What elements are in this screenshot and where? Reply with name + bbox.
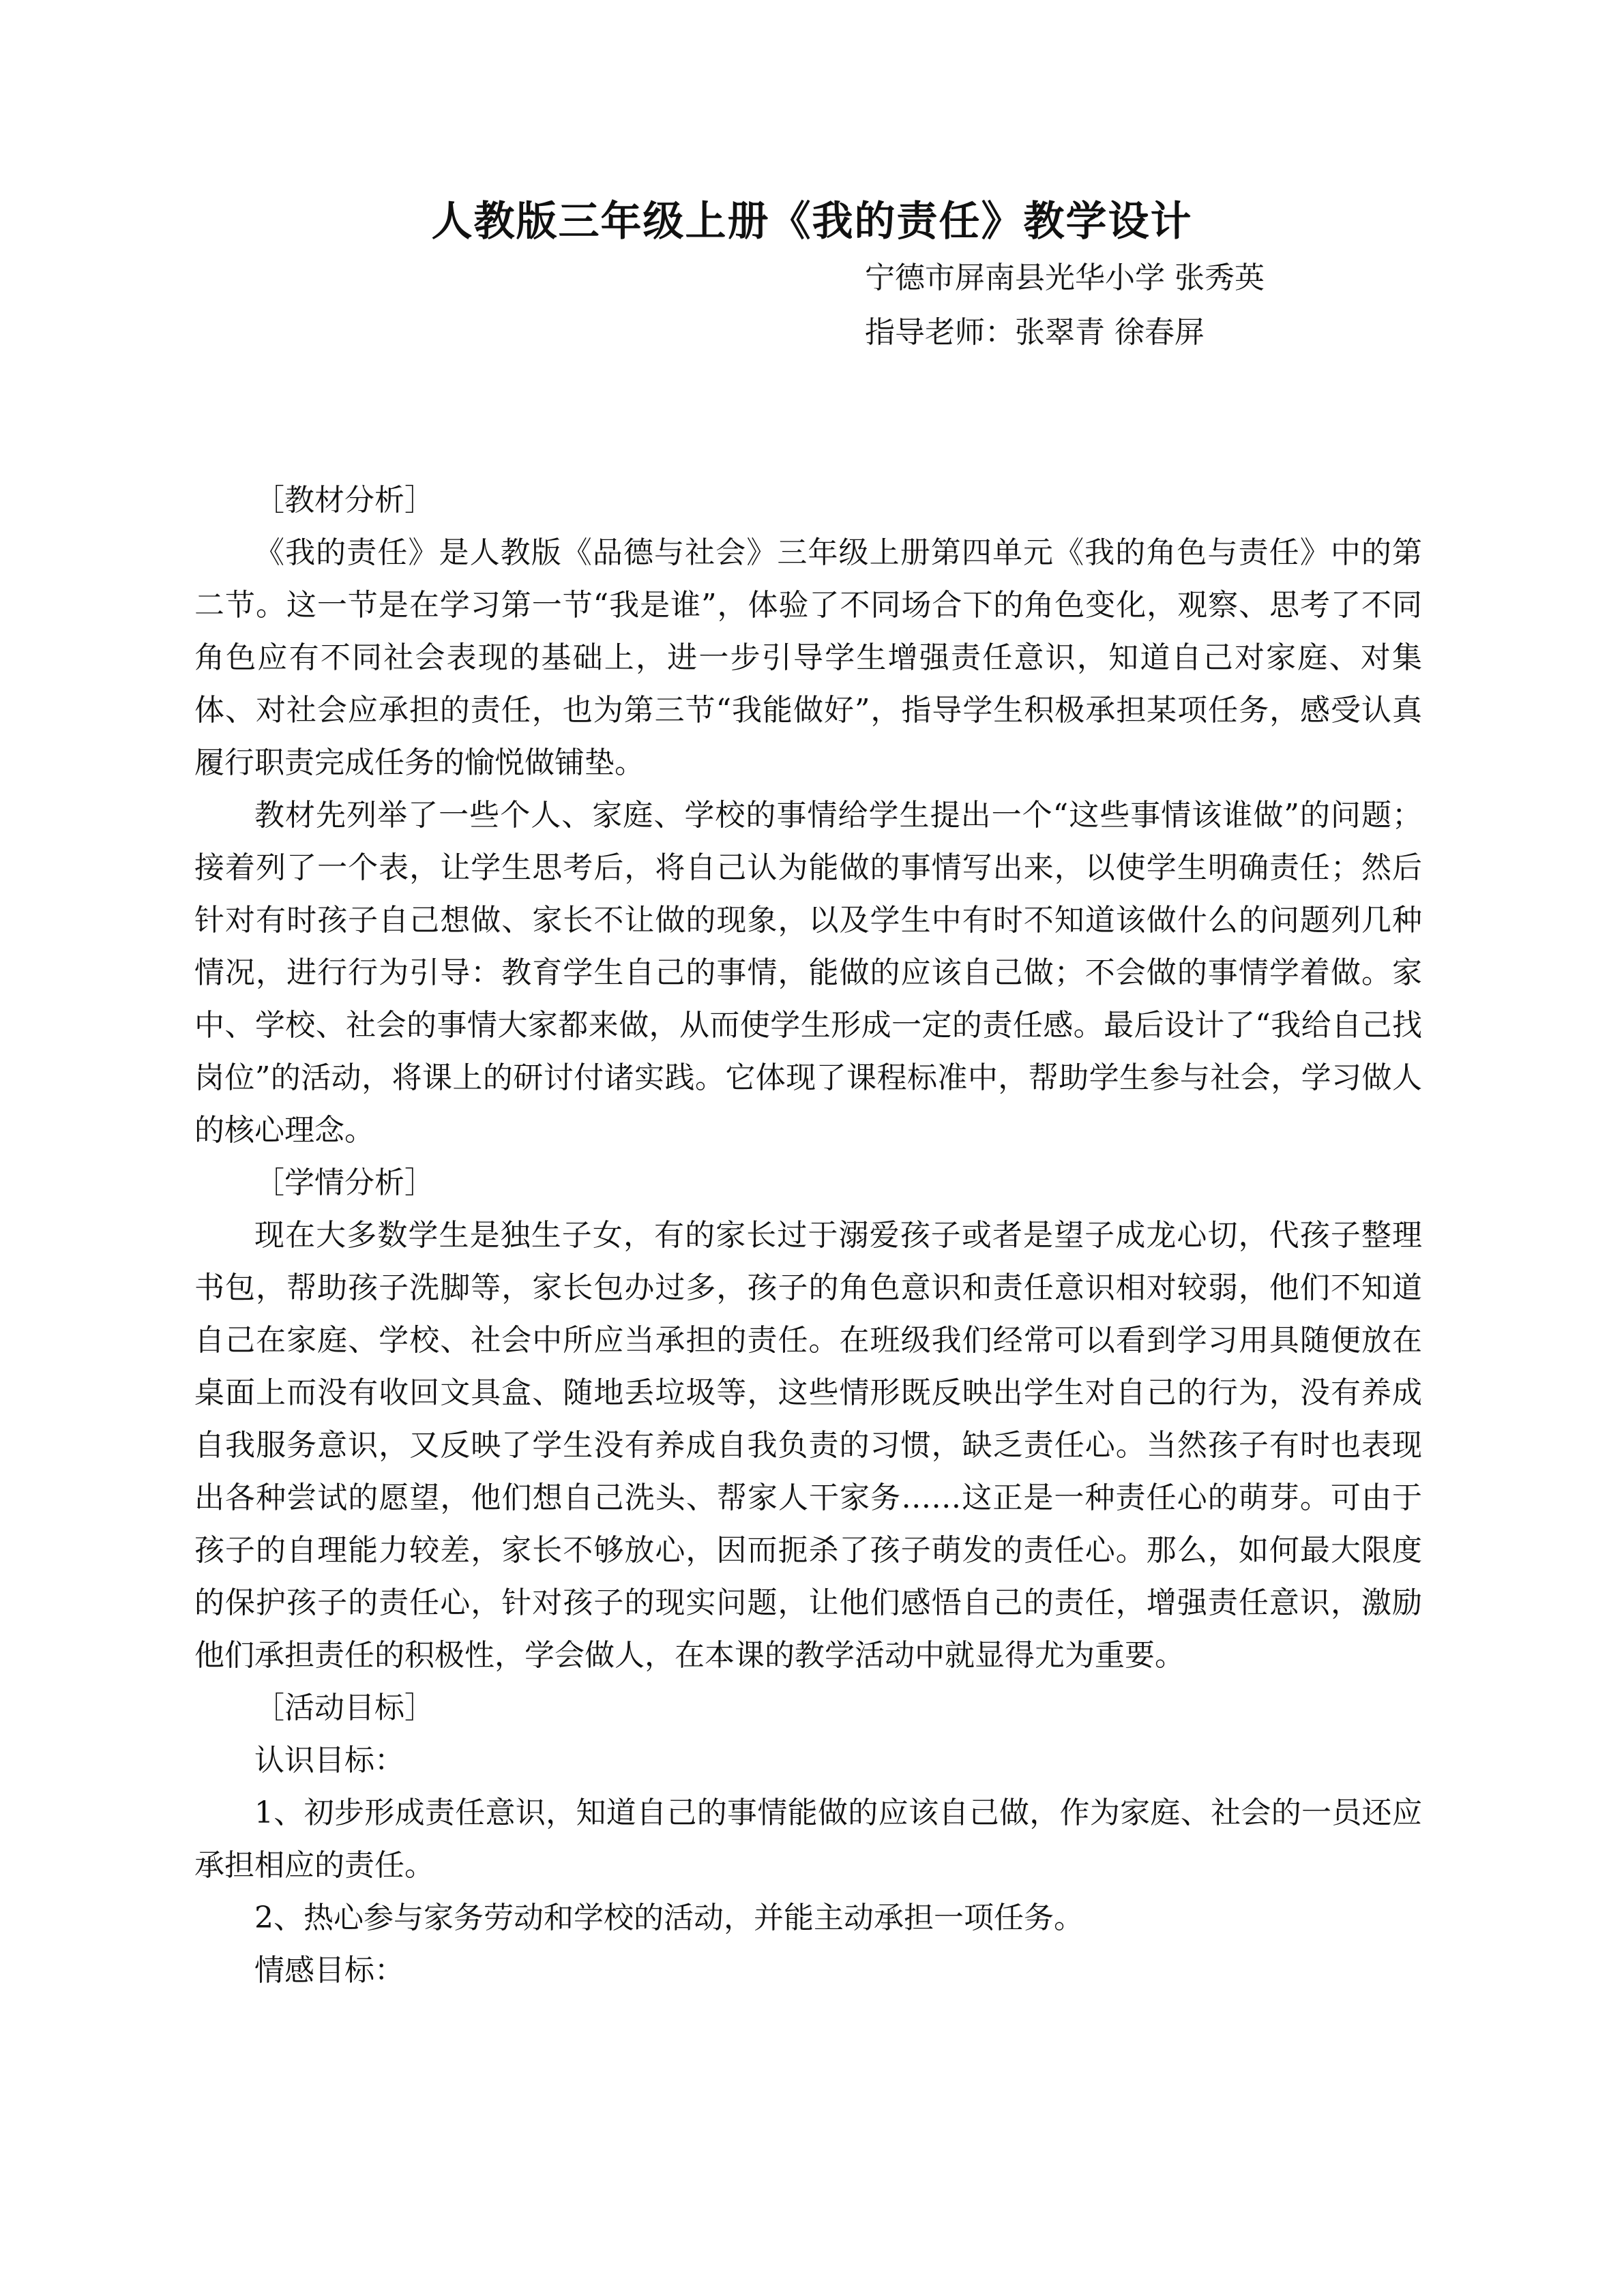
document-body	[194, 474, 1422, 1997]
paragraph: 教材先列举了一些个人、家庭、学校的事情给学生提出一个“这些事情该谁做”的问题；接着列了一个表，让学生思考后，将自己认为能做的事情写出来，以使学生明确责任；然后针对有时孩子自己想做、家长不让做的现象，以及学生中有时不知道该做什么的问题列几种情况，进行行为引导：教育学生自己的事情，能做的应该自己做；不会做的事情学着做。家中、学校、社会的事情大家都来做，从而使学生形成一定的责任感。最后设计了“我给自己找岗位”的活动，将课上的研讨付诸实践。它体现了课程标准中，帮助学生参与社会，学习做人的核心理念。	[194, 798, 1422, 1148]
cognitive-goals-label: 认识目标：	[254, 1743, 404, 1778]
section-heading-learner-analysis: ［学情分析］	[254, 1165, 434, 1200]
emotional-goals-label: 情感目标：	[254, 1953, 404, 1988]
author-line: 宁德市屏南县光华小学 张秀英	[865, 260, 1265, 295]
goal-item: 1、初步形成责任意识，知道自己的事情能做的应该自己做，作为家庭、社会的一员还应承担相应的责任。	[194, 1795, 1422, 1883]
section-heading-material-analysis: ［教材分析］	[254, 483, 434, 518]
advisor-line: 指导老师：张翠青 徐春屏	[865, 315, 1205, 350]
goal-item: 2、热心参与家务劳动和学校的活动，并能主动承担一项任务。	[254, 1900, 1084, 1935]
paragraph: 现在大多数学生是独生子女，有的家长过于溺爱孩子或者是望子成龙心切，代孩子整理书包，帮助孩子洗脚等，家长包办过多，孩子的角色意识和责任意识相对较弱，他们不知道自己在家庭、学校、社会中所应当承担的责任。在班级我们经常可以看到学习用具随便放在桌面上而没有收回文具盒、随地丢垃圾等，这些情形既反映出学生对自己的行为，没有养成自我服务意识，又反映了学生没有养成自我负责的习惯，缺乏责任心。当然孩子有时也表现出各种尝试的愿望，他们想自己洗头、帮家人干家务……这正是一种责任心的萌芽。可由于孩子的自理能力较差，家长不够放心，因而扼杀了孩子萌发的责任心。那么，如何最大限度的保护孩子的责任心，针对孩子的现实问题，让他们感悟自己的责任，增强责任意识，激励他们承担责任的积极性，学会做人，在本课的教学活动中就显得尤为重要。	[194, 1218, 1422, 1673]
section-heading-activity-goals: ［活动目标］	[254, 1690, 434, 1725]
document-title: 人教版三年级上册《我的责任》教学设计	[431, 198, 1193, 245]
paragraph: 《我的责任》是人教版《品德与社会》三年级上册第四单元《我的角色与责任》中的第二节。这一节是在学习第一节“我是谁”，体验了不同场合下的角色变化，观察、思考了不同角色应有不同社会表现的基础上，进一步引导学生增强责任意识，知道自己对家庭、对集体、对社会应承担的责任，也为第三节“我能做好”，指导学生积极承担某项任务，感受认真履行职责完成任务的愉悦做铺垫。	[194, 535, 1422, 780]
